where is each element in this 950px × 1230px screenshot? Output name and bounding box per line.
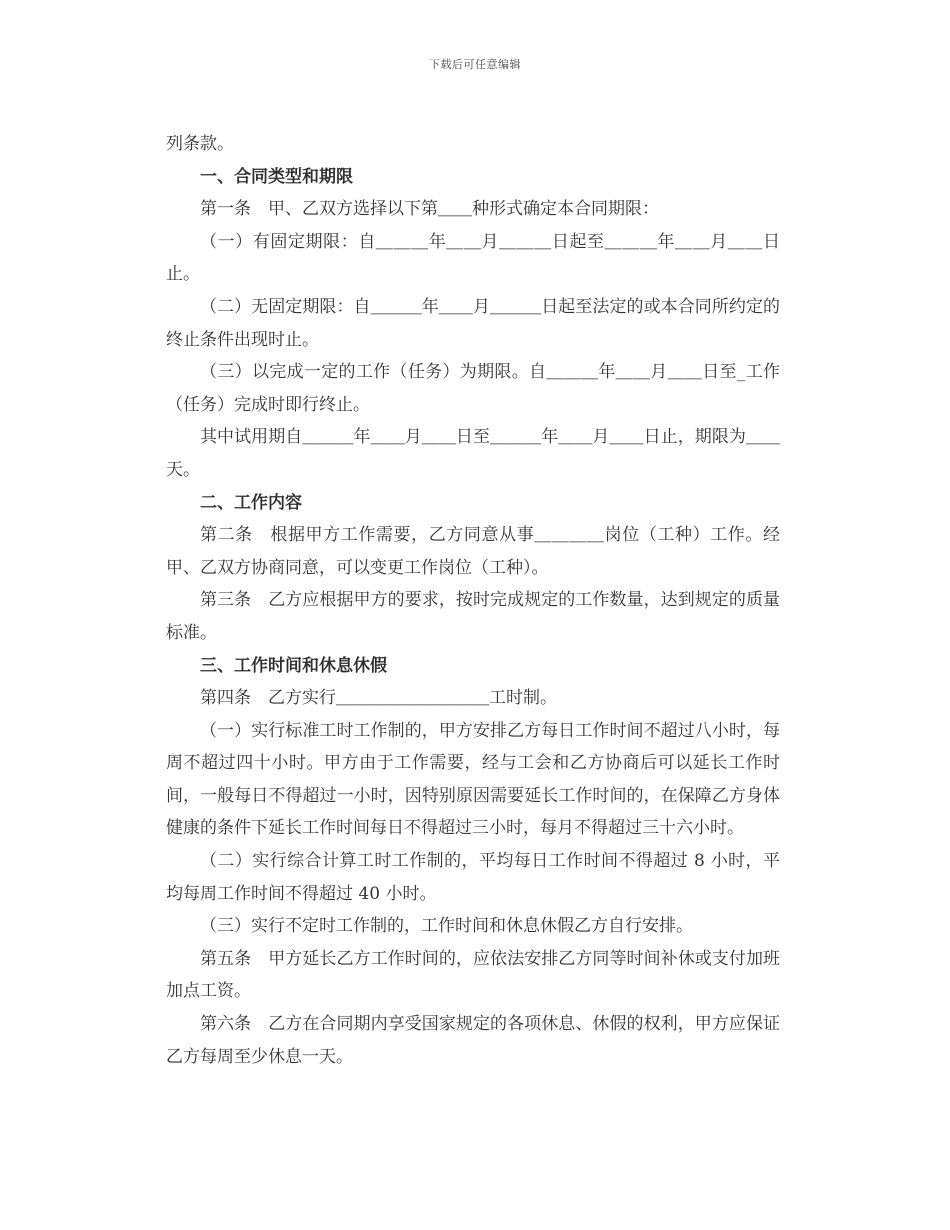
article-4-item-1: （一）实行标准工时工作制的，甲方安排乙方每日工作时间不超过八小时，每周不超过四十小时。甲方由于工作需要，经与工会和乙方协商后可以延长工作时间，一般每日不得超过一小时，因特别原因需要延长工作时间的，在保障乙方身体健康的条件下延长工作时间每日不得超过三小时，每月不得超过三十六小时。 <box>166 720 780 839</box>
article-6: 第六条 乙方在合同期内享受国家规定的各项休息、休假的权利，甲方应保证乙方每周至少休息一天。 <box>166 1014 780 1067</box>
article-1: 第一条 甲、乙双方选择以下第＿＿种形式确定本合同期限： <box>200 199 659 220</box>
paragraph-continuation: 列条款。 <box>166 134 234 154</box>
article-1-item-3: （三）以完成一定的工作（任务）为期限。自＿＿＿年＿＿月＿＿日至_工作（任务）完成时即行终止。 <box>166 362 780 415</box>
article-2: 第二条 根据甲方工作需要，乙方同意从事＿＿＿＿岗位（工种）工作。经甲、乙双方协商同意，可以变更工作岗位（工种）。 <box>166 525 780 578</box>
article-4-item-3: （三）实行不定时工作制的，工作时间和休息休假乙方自行安排。 <box>200 916 693 937</box>
article-4: 第四条 乙方实行＿＿＿＿＿＿＿＿＿工时制。 <box>200 688 557 709</box>
article-4-item-2: （二）实行综合计算工时工作制的，平均每日工作时间不得超过 8 小时，平均每周工作时间不得超过 40 小时。 <box>166 851 780 904</box>
article-1-item-2: （二）无固定期限：自＿＿＿年＿＿月＿＿＿日起至法定的或本合同所约定的终止条件出现时止。 <box>166 296 780 350</box>
document-body <box>166 128 780 1073</box>
probation-paragraph: 其中试用期自＿＿＿年＿＿月＿＿日至＿＿＿年＿＿月＿＿日止，期限为＿＿天。 <box>166 427 780 480</box>
article-3: 第三条 乙方应根据甲方的要求，按时完成规定的工作数量，达到规定的质量标准。 <box>166 590 780 643</box>
section-heading-work-hours: 三、工作时间和休息休假 <box>200 655 387 676</box>
article-5: 第五条 甲方延长乙方工作时间的，应依法安排乙方同等时间补休或支付加班加点工资。 <box>166 948 780 1002</box>
page-header: 下载后可任意编辑 <box>429 58 521 71</box>
article-1-item-1: （一）有固定期限：自＿＿＿年＿＿月＿＿＿日起至＿＿＿年＿＿月＿＿日止。 <box>166 231 780 285</box>
section-heading-contract-type: 一、合同类型和期限 <box>200 166 353 187</box>
section-heading-work-content: 二、工作内容 <box>200 492 302 513</box>
